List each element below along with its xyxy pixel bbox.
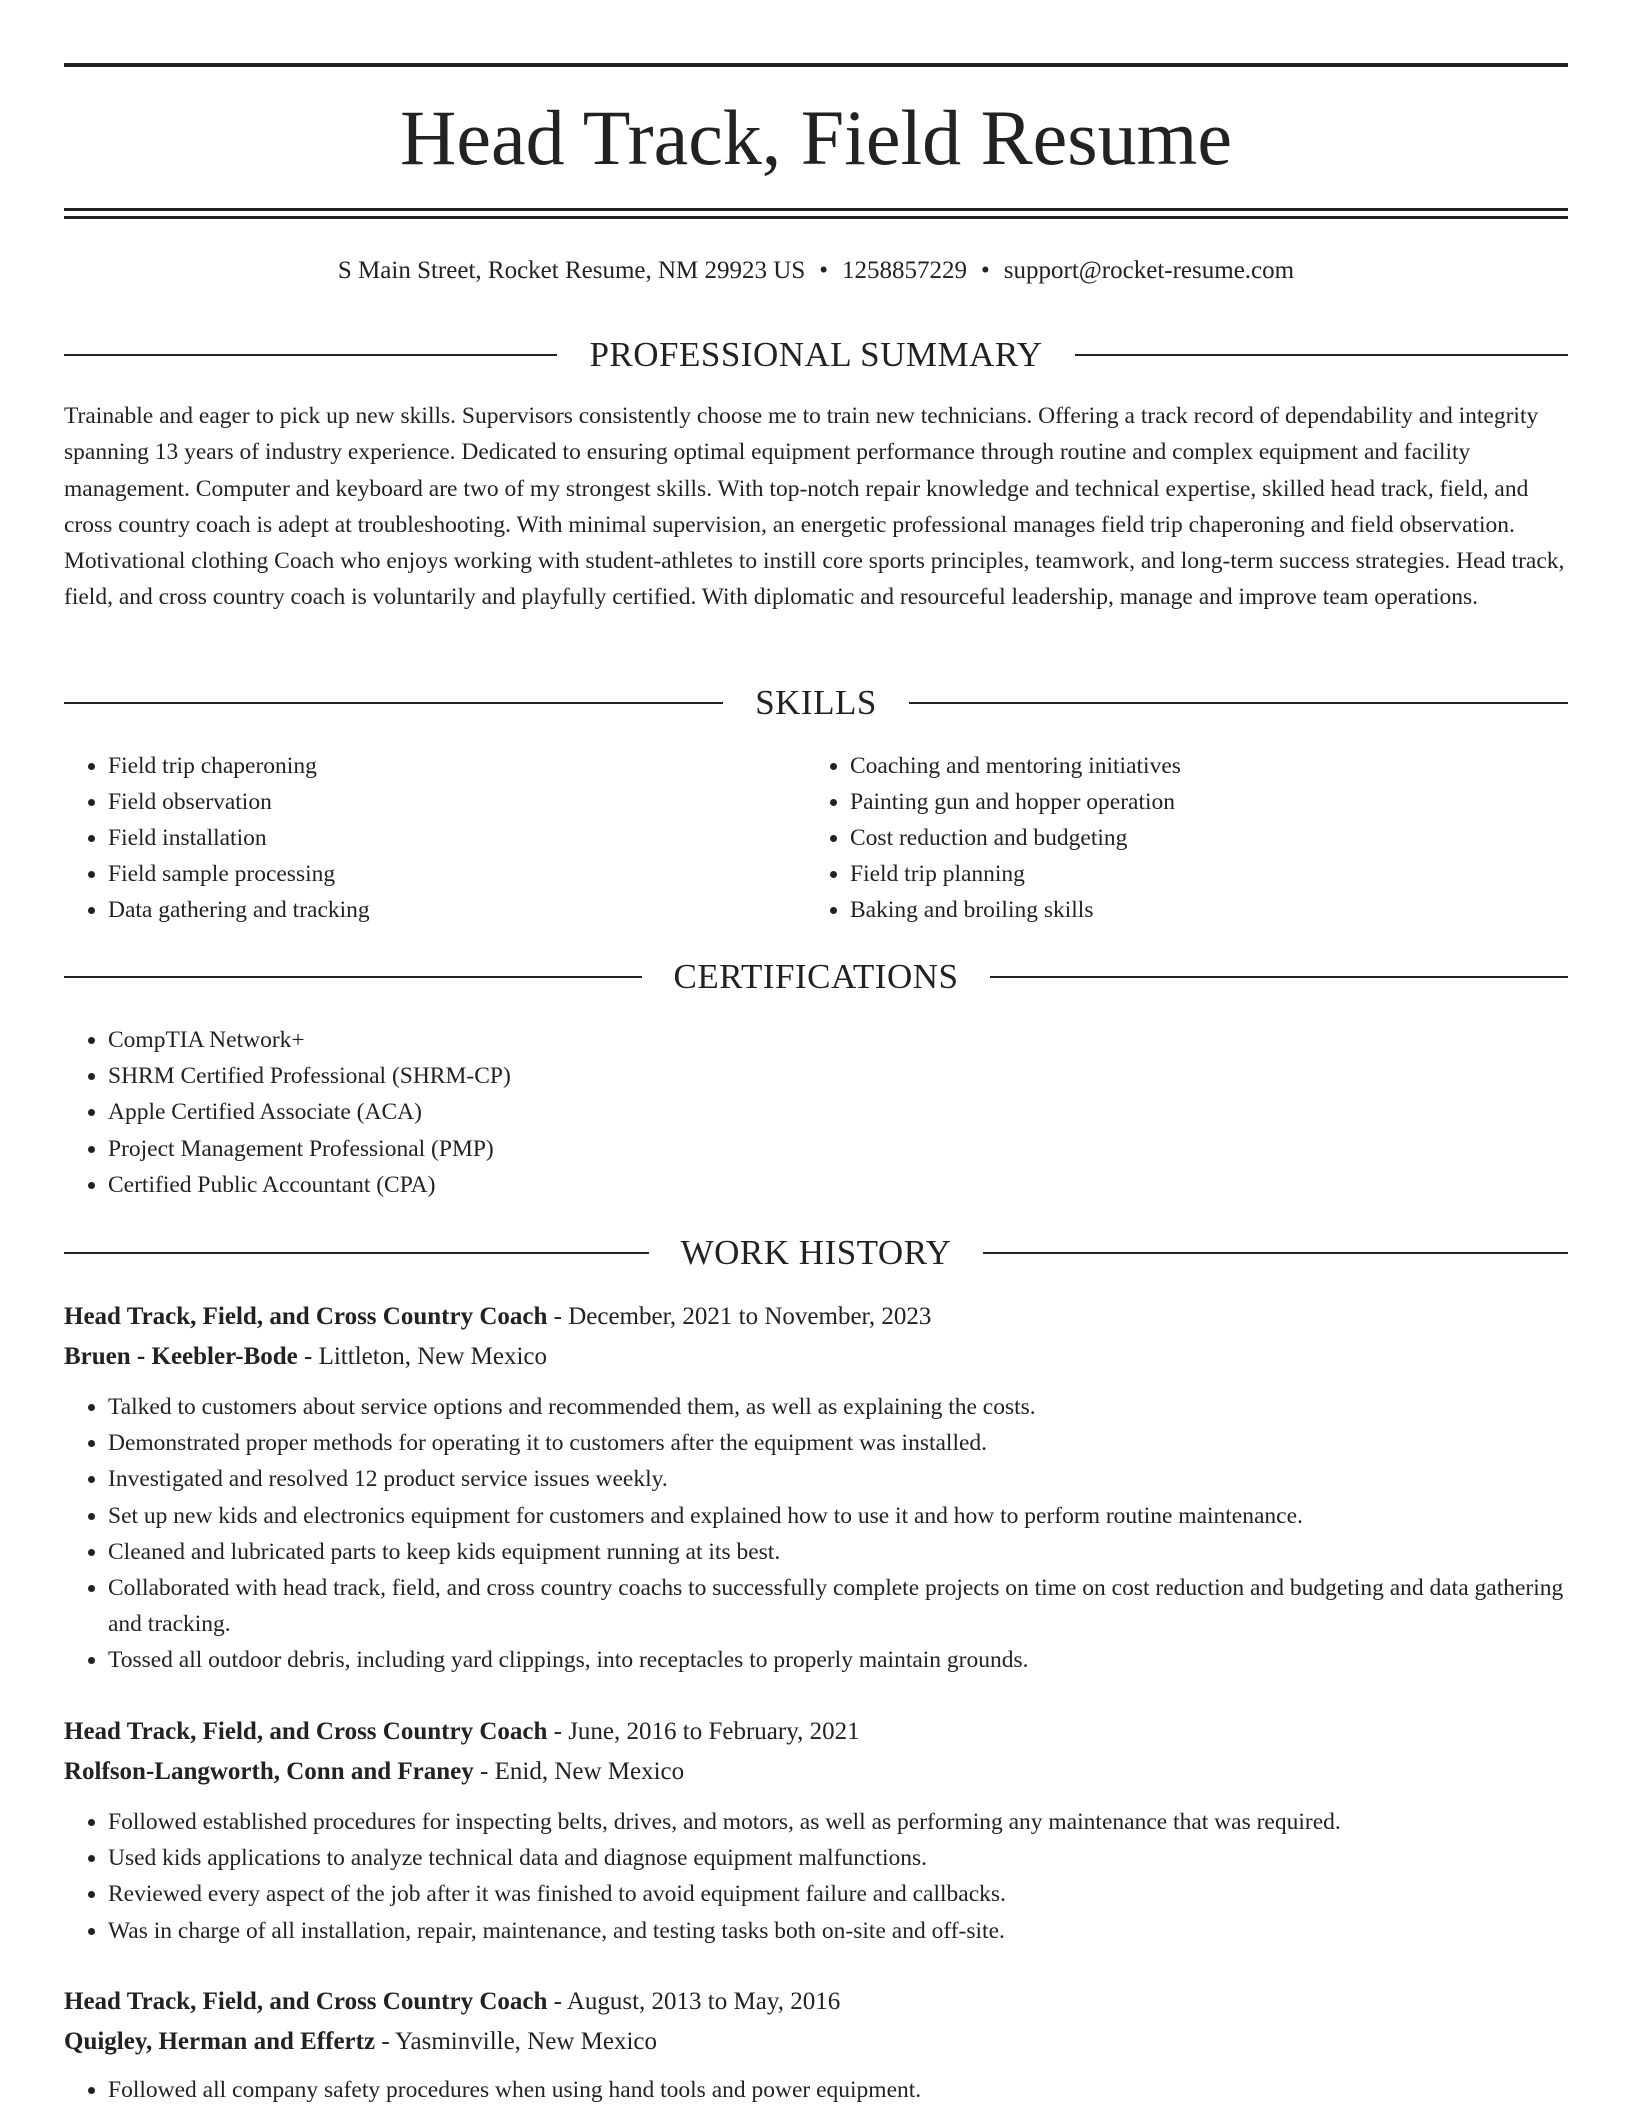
job-title-line: Head Track, Field, and Cross Country Coach - August, 2013 to May, 2016 (64, 1988, 841, 2015)
heading-rule (64, 976, 642, 978)
skill-item: • Field observation (108, 784, 804, 820)
contact-separator: • (981, 257, 990, 284)
contact-phone: 1258857229 (842, 257, 968, 284)
resume-title: Head Track, Field Resume (400, 94, 1232, 181)
job-dates: August, 2013 to May, 2016 (566, 1988, 841, 2015)
certifications-list (64, 1022, 1568, 1203)
job-dates: December, 2021 to November, 2023 (568, 1303, 932, 1330)
header-top-rule (64, 63, 1568, 67)
job-title: Head Track, Field, and Cross Country Coach (64, 1303, 548, 1330)
skill-item: • Painting gun and hopper operation (850, 784, 1546, 820)
certifications-list-wrap (64, 1022, 1568, 1203)
skill-item: • Baking and broiling skills (850, 892, 1546, 928)
job-bullet: • Tossed all outdoor debris, including yard clippings, into receptacles to properly maintain grounds. (108, 1642, 1568, 1678)
job-bullet: • Used kids applications to analyze technical data and diagnose equipment malfunctions. (108, 1840, 1568, 1876)
heading-rule (983, 1252, 1568, 1254)
job-bullet: • Demonstrated proper methods for operating it to customers after the equipment was installed. (108, 1425, 1568, 1461)
job-bullet: • Set up new kids and electronics equipment for customers and explained how to use it and how to perform routine maintenance. (108, 1498, 1568, 1534)
skill-item: • Data gathering and tracking (108, 892, 804, 928)
section-title: PROFESSIONAL SUMMARY (589, 335, 1043, 374)
section-heading-work-history (64, 1233, 1568, 1273)
job-location: Yasminville, New Mexico (394, 2028, 658, 2055)
contact-address: S Main Street, Rocket Resume, NM 29923 US (337, 257, 806, 284)
header-double-rule-lower (64, 216, 1568, 219)
job-title: Head Track, Field, and Cross Country Coach (64, 1988, 548, 2015)
job-bullet: • Reviewed every aspect of the job after it was finished to avoid equipment failure and callbacks. (108, 1876, 1568, 1912)
job-company: Quigley, Herman and Effertz (64, 2028, 376, 2055)
skill-item: • Field trip chaperoning (108, 748, 804, 784)
section-title: CERTIFICATIONS (673, 957, 959, 996)
job-title-line: Head Track, Field, and Cross Country Coach - June, 2016 to February, 2021 (64, 1718, 860, 1745)
skill-item: • Field installation (108, 820, 804, 856)
heading-rule (990, 976, 1568, 978)
skill-item: • Field trip planning (850, 856, 1546, 892)
job-bullet: • Followed all company safety procedures when using hand tools and power equipment. (108, 2072, 1568, 2108)
skill-item: • Field sample processing (108, 856, 804, 892)
job-bullet: • Talked to customers about service options and recommended them, as well as explaining the costs. (108, 1389, 1568, 1425)
heading-rule (1075, 354, 1568, 356)
job-bullet: • Collaborated with head track, field, and cross country coachs to successfully complete projects on time on cost reduction and budgeting and data gathering and tracking. (108, 1570, 1568, 1642)
job-bullets (64, 2072, 1568, 2108)
certification-item: • SHRM Certified Professional (SHRM-CP) (108, 1058, 1568, 1094)
job-company-line: Quigley, Herman and Effertz - Yasminville, New Mexico (64, 2028, 658, 2055)
certification-item: • Project Management Professional (PMP) (108, 1131, 1568, 1167)
job-bullet: • Was in charge of all installation, repair, maintenance, and testing tasks both on-site and off-site. (108, 1913, 1568, 1949)
contact-line (64, 254, 1568, 288)
job-company: Rolfson-Langworth, Conn and Franey (64, 1758, 474, 1785)
section-heading-skills (64, 683, 1568, 723)
job-company-line: Rolfson-Langworth, Conn and Franey - Enid, New Mexico (64, 1758, 685, 1785)
job-title: Head Track, Field, and Cross Country Coach (64, 1718, 548, 1745)
job-location: Littleton, New Mexico (318, 1343, 548, 1370)
job-company-line: Bruen - Keebler-Bode - Littleton, New Mexico (64, 1343, 548, 1370)
job-title-line: Head Track, Field, and Cross Country Coach - December, 2021 to November, 2023 (64, 1303, 932, 1330)
skills-list (64, 748, 804, 928)
skills-list (806, 748, 1546, 928)
job-company: Bruen - Keebler-Bode (64, 1343, 298, 1370)
heading-rule (909, 702, 1568, 704)
job-location: Enid, New Mexico (494, 1758, 685, 1785)
job-bullet: • Followed established procedures for inspecting belts, drives, and motors, as well as performing any maintenance that was required. (108, 1804, 1568, 1840)
heading-rule (64, 1252, 649, 1254)
section-title: SKILLS (755, 683, 877, 722)
job-dates: June, 2016 to February, 2021 (568, 1718, 860, 1745)
section-title: WORK HISTORY (680, 1233, 952, 1272)
certification-item: • CompTIA Network+ (108, 1022, 1568, 1058)
certification-item: • Apple Certified Associate (ACA) (108, 1094, 1568, 1130)
header-double-rule-upper (64, 208, 1568, 211)
heading-rule (64, 354, 557, 356)
job-entry (64, 1712, 1568, 1949)
skill-item: • Coaching and mentoring initiatives (850, 748, 1546, 784)
certification-item: • Certified Public Accountant (CPA) (108, 1167, 1568, 1203)
job-entry (64, 1982, 1568, 2108)
job-bullets (64, 1804, 1568, 1949)
job-entry (64, 1297, 1568, 1679)
job-bullet: • Investigated and resolved 12 product service issues weekly. (108, 1461, 1568, 1497)
section-heading-summary (64, 335, 1568, 375)
heading-rule (64, 702, 723, 704)
contact-email: support@rocket-resume.com (1003, 257, 1295, 284)
section-heading-certifications (64, 957, 1568, 997)
skill-item: • Cost reduction and budgeting (850, 820, 1546, 856)
job-bullet: • Cleaned and lubricated parts to keep kids equipment running at its best. (108, 1534, 1568, 1570)
summary-text: Trainable and eager to pick up new skills. Supervisors consistently choose me to train new technicians. Offering a track record of dependability and integrity spanning 13 years of industry experience. Dedicated to ensuring optimal equipment performance through routine and complex equipment and facility management. Computer and keyboard are two of my strongest skills. With top-notch repair knowledge and technical expertise, skilled head track, field, and cross country coach is adept at troubleshooting. With minimal supervision, an energetic professional manages field trip chaperoning and field observation. Motivational clothing Coach who enjoys working with student-athletes to instill core sports principles, teamwork, and long-term success strategies. Head track, field, and cross country coach is voluntarily and playfully certified. With diplomatic and resourceful leadership, manage and improve team operations. (64, 403, 1565, 611)
skills-column-left (64, 748, 804, 928)
contact-separator: • (819, 257, 829, 284)
skills-column-right (806, 748, 1546, 928)
job-bullets (64, 1389, 1568, 1679)
